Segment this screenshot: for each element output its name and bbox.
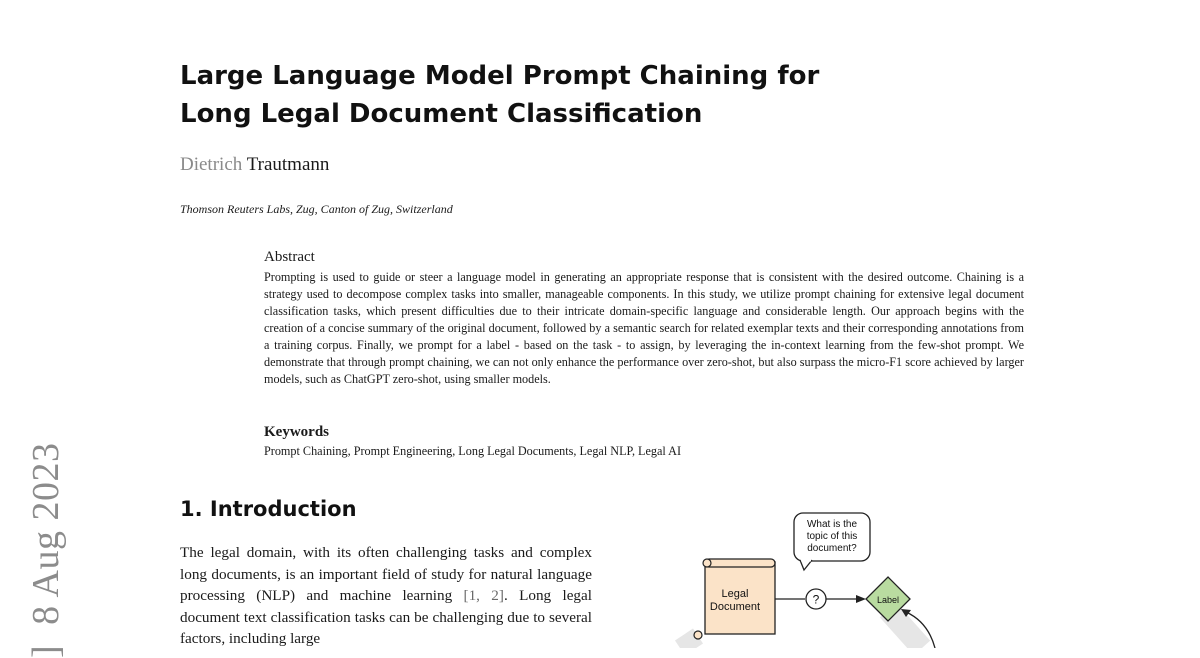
document-label-line-1: Legal: [722, 588, 749, 600]
abstract-text: Prompting is used to guide or steer a language model in generating an appropriate response that is consistent with the desired outcome. Chaining is a strategy used to decompose complex tasks into smaller, manageable components. In this study, we utilize prompt chaining for extensive legal document classification tasks, which present difficulties due to their intricate domain-specific language and considerable length. Our approach begins with the creation of a concise summary of the original document, followed by a semantic search for related exemplar texts and their corresponding annotations from a training corpus. Finally, we prompt for a label - based on the task - to assign, by leveraging the in-context learning from the few-shot prompt. We demonstrate that through prompt chaining, we can not only enhance the performance over zero-shot, but also surpass the micro-F1 score achieved by larger models, such as ChatGPT zero-shot, using smaller models.: [264, 269, 1024, 388]
paper-title: Large Language Model Prompt Chaining for Long Legal Document Classification: [180, 57, 880, 133]
bubble-line-1: What is the: [807, 519, 857, 530]
document-label-line-2: Document: [710, 601, 760, 613]
intro-text-start: The legal domain, with its often challenging tasks and complex long documents, is an important field of study for natural language processing (NLP) and machine learning: [180, 544, 592, 604]
introduction-heading: 1. Introduction: [180, 497, 357, 521]
author-last-name: Trautmann: [247, 154, 330, 175]
keywords-heading: Keywords: [264, 424, 329, 441]
intro-text-end: . Long legal document text classification tasks can be challenging due to several factors, including large: [180, 587, 592, 647]
affiliation: Thomson Reuters Labs, Zug, Canton of Zug, Switzerland: [180, 202, 453, 217]
legal-document-scroll-icon: [694, 559, 775, 639]
arxiv-side-label: ] 8 Aug 2023: [24, 443, 68, 658]
keywords-text: Prompt Chaining, Prompt Engineering, Long Legal Documents, Legal NLP, Legal AI: [264, 444, 681, 459]
bubble-line-3: document?: [807, 543, 857, 554]
arrow-head-icon: [856, 595, 866, 603]
bubble-line-2: topic of this: [807, 531, 858, 542]
citation-link[interactable]: [1, 2]: [464, 587, 504, 604]
speech-bubble: [794, 513, 870, 570]
question-mark-text: ?: [813, 593, 820, 607]
prompt-chaining-figure: [660, 500, 1000, 648]
question-node: [806, 589, 826, 609]
label-node-text: Label: [877, 595, 899, 605]
introduction-paragraph: [180, 542, 592, 650]
abstract-heading: Abstract: [264, 249, 315, 266]
author-first-name: Dietrich: [180, 154, 242, 175]
author: [180, 154, 329, 176]
